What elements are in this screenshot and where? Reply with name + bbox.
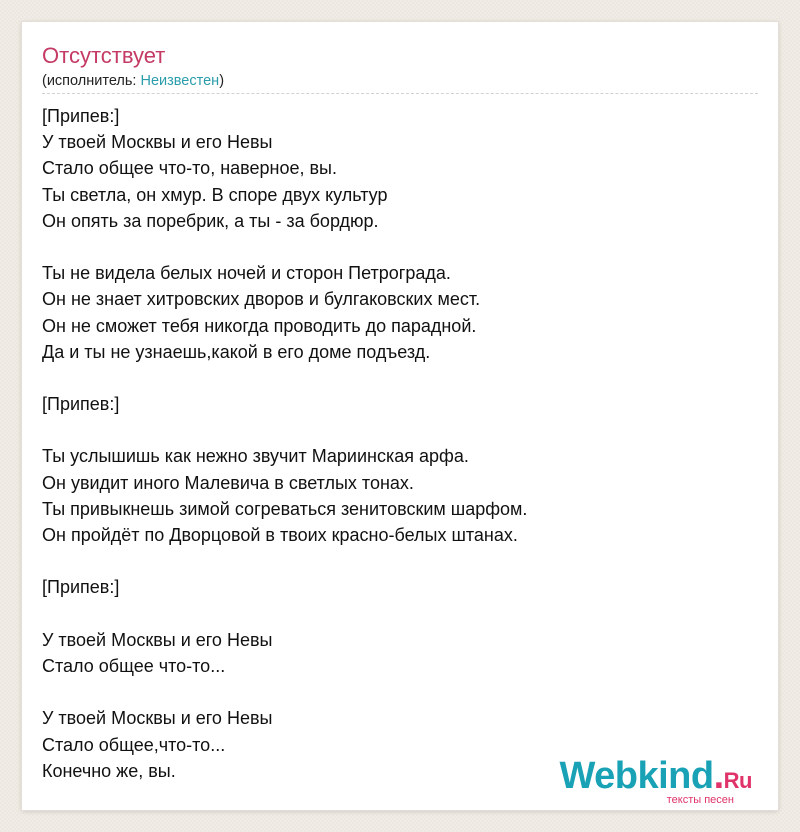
lyric-line: Ты светла, он хмур. В споре двух культур [42,184,388,205]
lyric-blank-line [42,679,758,705]
lyrics-card [22,22,778,810]
artist-suffix: ) [219,73,225,89]
lyric-blank-line [42,601,758,627]
lyric-line: Он не сможет тебя никогда проводить до парадной. [42,315,477,336]
logo-tld: Ru [723,768,752,793]
logo-dot: . [713,755,724,797]
lyrics-body [42,103,758,784]
logo-name: Webkind [559,755,714,797]
lyric-line: У твоей Москвы и его Невы [42,132,273,153]
lyric-line: Он не знает хитровских дворов и булгаковских мест. [42,289,481,310]
artist-line [42,72,224,90]
lyric-line: У твоей Москвы и его Невы [42,708,273,729]
header-divider [42,93,758,94]
lyric-line: Ты привыкнешь зимой согреваться зенитовским шарфом. [42,498,528,519]
lyric-line: [Припев:] [42,577,120,598]
lyric-line: Он опять за поребрик, а ты - за бордюр. [42,210,379,231]
lyric-blank-line [42,417,758,443]
lyric-blank-line [42,234,758,260]
lyric-line: Стало общее,что-то... [42,734,226,755]
webkind-logo[interactable] [559,757,752,806]
lyric-line: У твоей Москвы и его Невы [42,629,273,650]
lyric-line: Он увидит иного Малевича в светлых тонах. [42,472,414,493]
lyric-line: Стало общее что-то, наверное, вы. [42,158,337,179]
lyric-line: Да и ты не узнаешь,какой в его доме подъезд. [42,341,431,362]
lyric-line: Ты не видела белых ночей и сторон Петрограда. [42,263,451,284]
song-title: Отсутствует [42,43,166,68]
logo-tagline: тексты песен [666,794,734,806]
lyric-blank-line [42,365,758,391]
lyric-blank-line [42,548,758,574]
lyric-line: Конечно же, вы. [42,760,176,781]
lyric-line: [Припев:] [42,394,120,415]
artist-prefix: (исполнитель: [42,73,141,89]
lyric-line: Стало общее что-то... [42,655,226,676]
lyric-line: Ты услышишь как нежно звучит Мариинская арфа. [42,446,469,467]
lyric-line: Он пройдёт по Дворцовой в твоих красно-белых штанах. [42,525,518,545]
artist-link[interactable]: Неизвестен [140,73,220,89]
lyric-line: [Припев:] [42,106,120,126]
